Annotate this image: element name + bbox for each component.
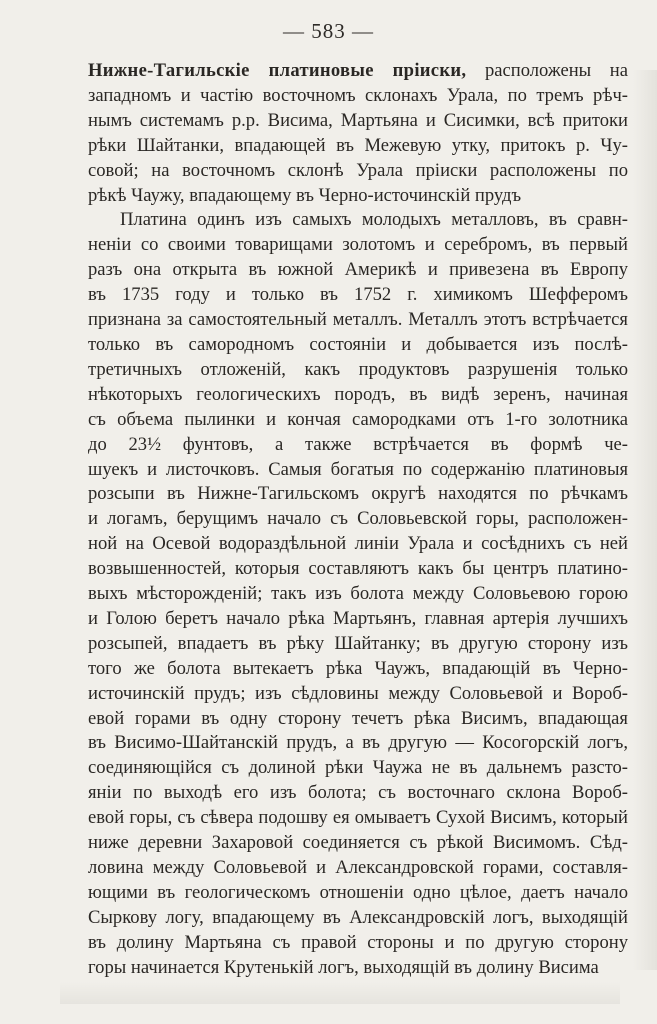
text-line: того же болота вытекаетъ рѣка Чаужъ, впадающій въ Черно- (88, 657, 628, 679)
bleed-through-shadow (60, 982, 620, 1004)
text-line: неніи со своими товарищами золотомъ и серебромъ, въ первый (88, 234, 628, 256)
text-line: рѣки Шайтанки, впадающей въ Межевую утку, притокъ р. Чу- (88, 134, 628, 156)
text-line: западномъ и частію восточномъ склонахъ Урала, по тремъ рѣч- (88, 84, 628, 106)
text-line: въ Висимо-Шайтанскій прудъ, а въ другую — Косогорскій логъ, (88, 732, 628, 754)
text-line: разъ она открыта въ южной Америкѣ и привезена въ Европу (88, 259, 628, 281)
text-line: нымъ системамъ р.р. Висима, Мартьяна и Сисимки, всѣ притоки (88, 109, 628, 131)
page-edge-shadow (633, 70, 657, 970)
text-line: и логамъ, берущимъ начало съ Соловьевской горы, расположен- (88, 508, 628, 530)
text-line: розсыпи въ Нижне-Тагильскомъ округѣ находятся по рѣчкамъ (88, 483, 628, 505)
text-line: ющими въ геологическомъ отношеніи одно цѣлое, даетъ начало (88, 881, 628, 903)
text-line: Нижне-Тагильскіе платиновые пріиски, расположены на (88, 60, 628, 81)
text-line: до 23½ фунтовъ, а также встрѣчается въ формѣ че- (88, 433, 628, 455)
text-line: ниже деревни Захаровой соединяется съ рѣкой Висимомъ. Сѣд- (88, 832, 628, 854)
text-line: источинскій прудъ; изъ сѣдловины между Соловьевой и Вороб- (88, 682, 628, 704)
text-line: евой горами въ одну сторону течетъ рѣка Висимъ, впадающая (88, 707, 628, 729)
text-line: розсыпей, впадаетъ въ рѣку Шайтанку; въ другую сторону изъ (88, 632, 628, 654)
text-line: совой; на восточномъ склонѣ Урала пріиски расположены по (88, 159, 628, 181)
page-number: — 583 — (283, 19, 374, 43)
text-line: горы начинается Крутенькій логъ, выходящій въ долину Висима (88, 956, 599, 978)
text-line: только въ самородномъ состояніи и добывается изъ послѣ- (88, 333, 628, 355)
text-line: съ объема пылинки и кончая самородками отъ 1-го золотника (88, 408, 628, 430)
text-line: Платина одинъ изъ самыхъ молодыхъ металловъ, въ сравн- (120, 209, 628, 231)
text-line: возвышенностей, которыя составляютъ какъ бы центръ платино- (88, 558, 628, 580)
lead-heading: Нижне-Тагильскіе платиновые пріиски, (88, 60, 467, 81)
text-line: въ 1735 году и только въ 1752 г. химикомъ Шефферомъ (88, 284, 628, 306)
text-line: рѣкѣ Чаужу, впадающему въ Черно-источинскій прудъ (88, 184, 522, 206)
text-line: соединяющійся съ долиной рѣки Чаужа не въ дальнемъ разсто- (88, 757, 628, 779)
text-line: шуекъ и листочковъ. Самыя богатыя по содержанію платиновыя (88, 458, 628, 480)
text-line: признана за самостоятельный металлъ. Металлъ этотъ встрѣчается (88, 309, 628, 331)
text-line: выхъ мѣсторожденій; такъ изъ болота между Соловьевою горою (88, 583, 628, 605)
body-text (88, 59, 628, 981)
text-line: ной на Осевой водораздѣльной линіи Урала и сосѣднихъ съ ней (88, 533, 628, 555)
text-line: третичныхъ отложеній, какъ продуктовъ разрушенія только (88, 358, 628, 380)
text-line: ловина между Соловьевой и Александровской горами, составля- (88, 857, 628, 878)
text-line: евой горы, съ сѣвера подошву ея омываетъ Сухой Висимъ, который (88, 807, 628, 829)
text-line: Сыркову логу, впадающему въ Александровскій логъ, выходящій (88, 906, 628, 928)
text-line: нѣкоторыхъ геологическихъ породъ, въ видѣ зеренъ, начиная (88, 383, 628, 405)
text-line: и Голою беретъ начало рѣка Мартьянъ, главная артерія лучшихъ (88, 607, 628, 629)
text-line: въ долину Мартьяна съ правой стороны и по другую сторону (88, 931, 628, 953)
text-line: яніи по выходѣ его изъ болота; съ восточнаго склона Вороб- (88, 782, 628, 804)
